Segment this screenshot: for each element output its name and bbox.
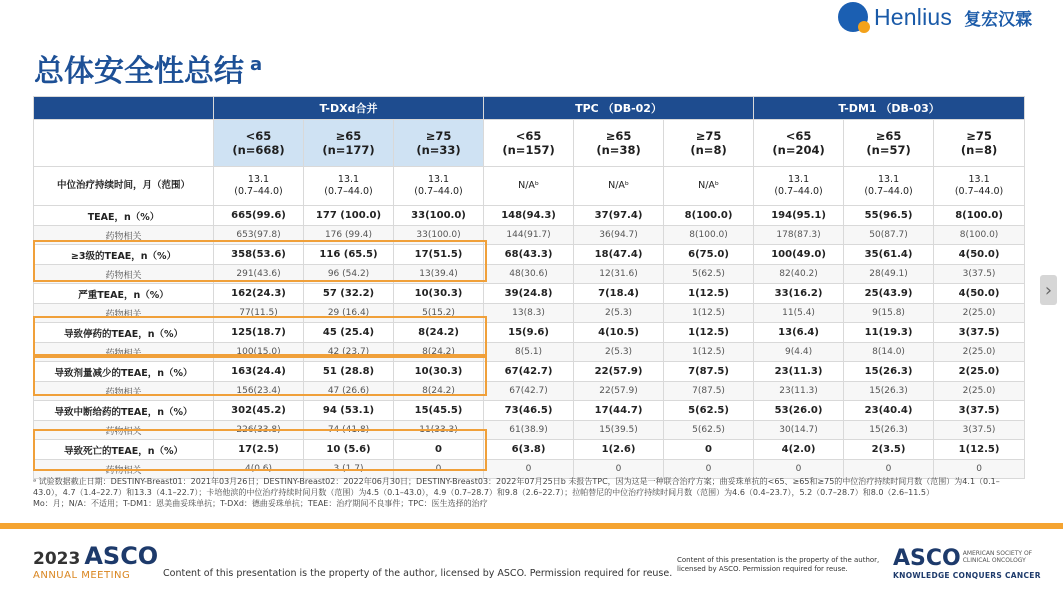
table-cell-drug-related: 96 (54.2)	[304, 265, 394, 284]
table-cell-drug-related: 3 (1.7)	[304, 460, 394, 479]
column-header	[304, 120, 394, 167]
henlius-logo-icon	[838, 2, 868, 32]
column-header	[574, 120, 664, 167]
table-cell: 55(96.5)	[844, 206, 934, 226]
table-cell-drug-related: 0	[844, 460, 934, 479]
table-cell: 11(19.3)	[844, 323, 934, 343]
table-cell: 177 (100.0)	[304, 206, 394, 226]
table-cell: 7(18.4)	[574, 284, 664, 304]
slide-title	[34, 46, 262, 90]
row-sublabel: 药物相关	[34, 382, 214, 401]
table-cell-drug-related: 3(37.5)	[934, 265, 1025, 284]
row-label: 导致死亡的TEAE，n（%）	[34, 440, 214, 460]
table-cell-drug-related: 28(49.1)	[844, 265, 934, 284]
table-cell: 13(6.4)	[754, 323, 844, 343]
table-cell-drug-related: 13(8.3)	[484, 304, 574, 323]
table-cell: 116 (65.5)	[304, 245, 394, 265]
table-cell: 1(12.5)	[664, 284, 754, 304]
table-cell-drug-related: 67(42.7)	[484, 382, 574, 401]
duration-median: 13.1	[247, 174, 270, 185]
table-cell: 23(40.4)	[844, 401, 934, 421]
table-cell: 25(43.9)	[844, 284, 934, 304]
duration-median: 13.1	[877, 174, 900, 185]
table-cell: 33(16.2)	[754, 284, 844, 304]
table-cell: 6(3.8)	[484, 440, 574, 460]
brand-name-zh: 复宏汉霖	[964, 9, 1033, 30]
table-cell-drug-related: 50(87.7)	[844, 226, 934, 245]
row-label: ≥3级的TEAE，n（%）	[34, 245, 214, 265]
table-cell: 73(46.5)	[484, 401, 574, 421]
footnote-line-2: Mo：月；N/A：不适用；T-DM1：恩美曲妥珠单抗；T-DXd：德曲妥珠单抗；TEAE：治疗期间不良事件；TPC：医生选择的治疗	[33, 499, 488, 508]
table-cell: 10(30.3)	[394, 284, 484, 304]
table-cell-drug-related: 36(94.7)	[574, 226, 664, 245]
footnote	[33, 476, 1023, 509]
table-cell: 8(24.2)	[394, 323, 484, 343]
table-cell: 39(24.8)	[484, 284, 574, 304]
duration-median: 13.1	[968, 174, 990, 185]
table-cell-drug-related: 653(97.8)	[214, 226, 304, 245]
table-cell: 15(26.3)	[844, 362, 934, 382]
table-cell: 53(26.0)	[754, 401, 844, 421]
table-cell: 1(12.5)	[934, 440, 1025, 460]
table-cell: 1(2.6)	[574, 440, 664, 460]
column-n: (n=8)	[960, 143, 998, 157]
table-cell-drug-related: 2(25.0)	[934, 343, 1025, 362]
slide-title-text: 总体安全性总结	[34, 54, 244, 89]
table-cell: 3(37.5)	[934, 323, 1025, 343]
column-n: (n=33)	[416, 143, 461, 157]
copyright-notice: Content of this presentation is the property of the author, licensed by ASCO. Permission required for reuse.	[163, 568, 673, 579]
table-cell: 7(87.5)	[664, 362, 754, 382]
table-cell-drug-related: 15(26.3)	[844, 421, 934, 440]
table-cell: 33(100.0)	[394, 206, 484, 226]
chevron-right-icon: ›	[1044, 279, 1053, 301]
table-cell: 17(51.5)	[394, 245, 484, 265]
column-age: ≥65	[875, 129, 902, 143]
group-header-tdm1: T-DM1 （DB-03）	[754, 97, 1025, 120]
brand-name-en: Henlius	[874, 3, 953, 30]
duration-range: (0.7–44.0)	[774, 186, 823, 197]
table-cell-drug-related: 8(5.1)	[484, 343, 574, 362]
duration-range: (0.7–44.0)	[234, 186, 283, 197]
safety-summary-table	[33, 96, 1025, 479]
row-label: 导致停药的TEAE，n（%）	[34, 323, 214, 343]
table-cell-drug-related: 0	[574, 460, 664, 479]
column-n: (n=668)	[232, 143, 285, 157]
column-header	[394, 120, 484, 167]
table-cell-drug-related: 226(33.8)	[214, 421, 304, 440]
title-footnote-marker: a	[250, 54, 263, 75]
table-cell-drug-related: 33(100.0)	[394, 226, 484, 245]
table-cell: 22(57.9)	[574, 362, 664, 382]
duration-median: 13.1	[337, 174, 360, 185]
table-cell-drug-related: 13(39.4)	[394, 265, 484, 284]
table-cell: 4(10.5)	[574, 323, 664, 343]
table-cell-drug-related: 0	[484, 460, 574, 479]
table-cell: 2(3.5)	[844, 440, 934, 460]
table-cell: 665(99.6)	[214, 206, 304, 226]
table-cell-drug-related: 61(38.9)	[484, 421, 574, 440]
next-slide-button[interactable]	[1040, 275, 1057, 305]
table-cell-drug-related: 47 (26.6)	[304, 382, 394, 401]
table-cell-drug-related: 100(15.0)	[214, 343, 304, 362]
table-cell-drug-related: 156(23.4)	[214, 382, 304, 401]
table-cell-drug-related: 23(11.3)	[754, 382, 844, 401]
column-age: ≥75	[425, 129, 452, 143]
column-age: <65	[245, 129, 272, 143]
column-n: (n=204)	[772, 143, 825, 157]
table-cell: 4(50.0)	[934, 245, 1025, 265]
meeting-name: ANNUAL MEETING	[33, 570, 131, 581]
table-cell: 4(50.0)	[934, 284, 1025, 304]
column-age: ≥65	[335, 129, 362, 143]
table-cell: 15(9.6)	[484, 323, 574, 343]
column-header	[214, 120, 304, 167]
meeting-year: 2023	[33, 549, 81, 569]
table-cell-drug-related: 8(24.2)	[394, 343, 484, 362]
table-cell: 51 (28.8)	[304, 362, 394, 382]
table-cell: 100(49.0)	[754, 245, 844, 265]
table-cell: 0	[664, 440, 754, 460]
row-sublabel: 药物相关	[34, 343, 214, 362]
table-cell: 5(62.5)	[664, 401, 754, 421]
table-cell-drug-related: 11(5.4)	[754, 304, 844, 323]
row-label: 严重TEAE，n（%）	[34, 284, 214, 304]
table-cell: 15(45.5)	[394, 401, 484, 421]
table-cell: 358(53.6)	[214, 245, 304, 265]
asco-society-logo	[893, 546, 1041, 580]
table-cell-drug-related: 0	[664, 460, 754, 479]
table-cell: 8(100.0)	[934, 206, 1025, 226]
column-age: ≥75	[966, 129, 992, 143]
table-cell-drug-related: 12(31.6)	[574, 265, 664, 284]
duration-median: N/Aᵇ	[518, 180, 539, 191]
row-sublabel: 药物相关	[34, 421, 214, 440]
duration-cell	[754, 167, 844, 206]
row-label-duration: 中位治疗持续时间，月（范围）	[34, 167, 214, 206]
table-cell: 0	[394, 440, 484, 460]
group-header-tpc: TPC （DB-02）	[484, 97, 754, 120]
table-cell-drug-related: 178(87.3)	[754, 226, 844, 245]
footnote-line-1: ᵃ 试验数据截止日期：DESTINY-Breast01：2021年03月26日；DESTINY-Breast02：2022年06月30日；DESTINY-Breast03：2022年07月25日b 未报告TPC，因为这是一种联合治疗方案；曲妥珠单抗的<65、≥65和≥75的中位治疗持续时间月数（范围）为4.1（0.1–43.0），4.7（1.4–22.7）和13.3（4.1–22.7）；卡培他滨的中位治疗持续时间月数（范围）为4.5（0.1–43.0），4.9（0.7–28.7）和9.8（2.6–22.7）；拉帕替尼的中位治疗持续时间月数（范围）为4.6（0.4–23.7），5.2（0.7–28.7）和8.0（2.6–11.5）	[33, 477, 1000, 497]
footer-divider	[0, 523, 1063, 529]
table-cell: 148(94.3)	[484, 206, 574, 226]
duration-cell	[844, 167, 934, 206]
table-cell-drug-related: 30(14.7)	[754, 421, 844, 440]
table-cell-drug-related: 3(37.5)	[934, 421, 1025, 440]
table-cell: 57 (32.2)	[304, 284, 394, 304]
table-cell-drug-related: 77(11.5)	[214, 304, 304, 323]
table-cell: 162(24.3)	[214, 284, 304, 304]
table-cell-drug-related: 2(25.0)	[934, 382, 1025, 401]
duration-range: (0.7–44.0)	[414, 186, 463, 197]
table-cell-drug-related: 5(15.2)	[394, 304, 484, 323]
table-cell: 8(100.0)	[664, 206, 754, 226]
duration-cell	[214, 167, 304, 206]
table-cell-drug-related: 8(14.0)	[844, 343, 934, 362]
table-cell-drug-related: 4(0.6)	[214, 460, 304, 479]
table-cell-drug-related: 5(62.5)	[664, 265, 754, 284]
column-age: ≥65	[605, 129, 632, 143]
table-cell-drug-related: 15(26.3)	[844, 382, 934, 401]
duration-range: (0.7–44.0)	[954, 186, 1004, 197]
table-cell: 10(30.3)	[394, 362, 484, 382]
duration-cell	[934, 167, 1025, 206]
table-cell: 17(2.5)	[214, 440, 304, 460]
row-label: 导致中断给药的TEAE，n（%）	[34, 401, 214, 421]
table-cell: 10 (5.6)	[304, 440, 394, 460]
table-cell: 37(97.4)	[574, 206, 664, 226]
table-cell: 125(18.7)	[214, 323, 304, 343]
table-cell: 23(11.3)	[754, 362, 844, 382]
asco-annual-meeting-logo	[33, 542, 158, 581]
duration-median: 13.1	[427, 174, 450, 185]
column-header	[754, 120, 844, 167]
table-cell-drug-related: 1(12.5)	[664, 304, 754, 323]
table-cell-drug-related: 8(100.0)	[664, 226, 754, 245]
table-cell-drug-related: 9(4.4)	[754, 343, 844, 362]
table-cell: 68(43.3)	[484, 245, 574, 265]
table-cell: 2(25.0)	[934, 362, 1025, 382]
corner-cell	[34, 97, 214, 120]
society-name: AMERICAN SOCIETY OF CLINICAL ONCOLOGY	[962, 550, 1033, 564]
asco-wordmark: ASCO	[84, 542, 159, 570]
column-n: (n=38)	[596, 143, 641, 157]
column-n: (n=8)	[690, 143, 727, 157]
table-cell: 163(24.4)	[214, 362, 304, 382]
table-cell: 1(12.5)	[664, 323, 754, 343]
table-cell-drug-related: 291(43.6)	[214, 265, 304, 284]
column-n: (n=177)	[322, 143, 375, 157]
column-age: ≥75	[695, 129, 722, 143]
table-cell-drug-related: 0	[394, 460, 484, 479]
duration-range: (0.7–44.0)	[324, 186, 373, 197]
group-header-tdxd: T-DXd合并	[214, 97, 484, 120]
table-cell: 302(45.2)	[214, 401, 304, 421]
table-cell-drug-related: 9(15.8)	[844, 304, 934, 323]
row-sublabel: 药物相关	[34, 226, 214, 245]
table-cell: 35(61.4)	[844, 245, 934, 265]
table-cell: 3(37.5)	[934, 401, 1025, 421]
duration-cell	[304, 167, 394, 206]
table-cell-drug-related: 8(100.0)	[934, 226, 1025, 245]
row-sublabel: 药物相关	[34, 265, 214, 284]
row-label: 导致剂量减少的TEAE，n（%）	[34, 362, 214, 382]
table-cell-drug-related: 144(91.7)	[484, 226, 574, 245]
row-label: TEAE，n（%）	[34, 206, 214, 226]
subheader-corner	[34, 120, 214, 167]
table-cell-drug-related: 5(62.5)	[664, 421, 754, 440]
column-header	[664, 120, 754, 167]
row-sublabel: 药物相关	[34, 304, 214, 323]
table-cell-drug-related: 8(24.2)	[394, 382, 484, 401]
asco-society-wordmark: ASCO	[893, 546, 961, 571]
table-cell-drug-related: 11(33.3)	[394, 421, 484, 440]
table-cell: 4(2.0)	[754, 440, 844, 460]
column-n: (n=57)	[866, 143, 911, 157]
duration-median: N/Aᵇ	[608, 180, 629, 191]
table-cell-drug-related: 15(39.5)	[574, 421, 664, 440]
column-age: <65	[785, 129, 812, 143]
table-cell: 6(75.0)	[664, 245, 754, 265]
duration-cell	[574, 167, 664, 206]
table-cell-drug-related: 0	[754, 460, 844, 479]
table-cell: 18(47.4)	[574, 245, 664, 265]
column-header	[844, 120, 934, 167]
copyright-notice-small: Content of this presentation is the property of the author, licensed by ASCO. Permission required for reuse.	[677, 556, 880, 573]
duration-cell	[394, 167, 484, 206]
duration-cell	[484, 167, 574, 206]
table-cell: 194(95.1)	[754, 206, 844, 226]
column-header	[934, 120, 1025, 167]
duration-cell	[664, 167, 754, 206]
table-cell: 67(42.7)	[484, 362, 574, 382]
table-cell: 45 (25.4)	[304, 323, 394, 343]
row-sublabel: 药物相关	[34, 460, 214, 479]
duration-range: (0.7–44.0)	[864, 186, 913, 197]
duration-median: N/Aᵇ	[698, 180, 719, 191]
table-cell-drug-related: 7(87.5)	[664, 382, 754, 401]
table-cell-drug-related: 82(40.2)	[754, 265, 844, 284]
table-cell-drug-related: 1(12.5)	[664, 343, 754, 362]
society-tagline: KNOWLEDGE CONQUERS CANCER	[893, 571, 1041, 580]
table-cell: 17(44.7)	[574, 401, 664, 421]
table-cell-drug-related: 2(25.0)	[934, 304, 1025, 323]
table-cell: 94 (53.1)	[304, 401, 394, 421]
table-cell-drug-related: 2(5.3)	[574, 343, 664, 362]
table-cell-drug-related: 42 (23.7)	[304, 343, 394, 362]
henlius-logo	[838, 2, 1032, 32]
table-cell-drug-related: 2(5.3)	[574, 304, 664, 323]
table-cell-drug-related: 48(30.6)	[484, 265, 574, 284]
table-cell-drug-related: 0	[934, 460, 1025, 479]
column-age: <65	[515, 129, 542, 143]
duration-median: 13.1	[787, 174, 810, 185]
table-cell-drug-related: 29 (16.4)	[304, 304, 394, 323]
table-cell-drug-related: 22(57.9)	[574, 382, 664, 401]
column-n: (n=157)	[502, 143, 555, 157]
table-cell-drug-related: 176 (99.4)	[304, 226, 394, 245]
table-cell-drug-related: 74 (41.8)	[304, 421, 394, 440]
column-header	[484, 120, 574, 167]
